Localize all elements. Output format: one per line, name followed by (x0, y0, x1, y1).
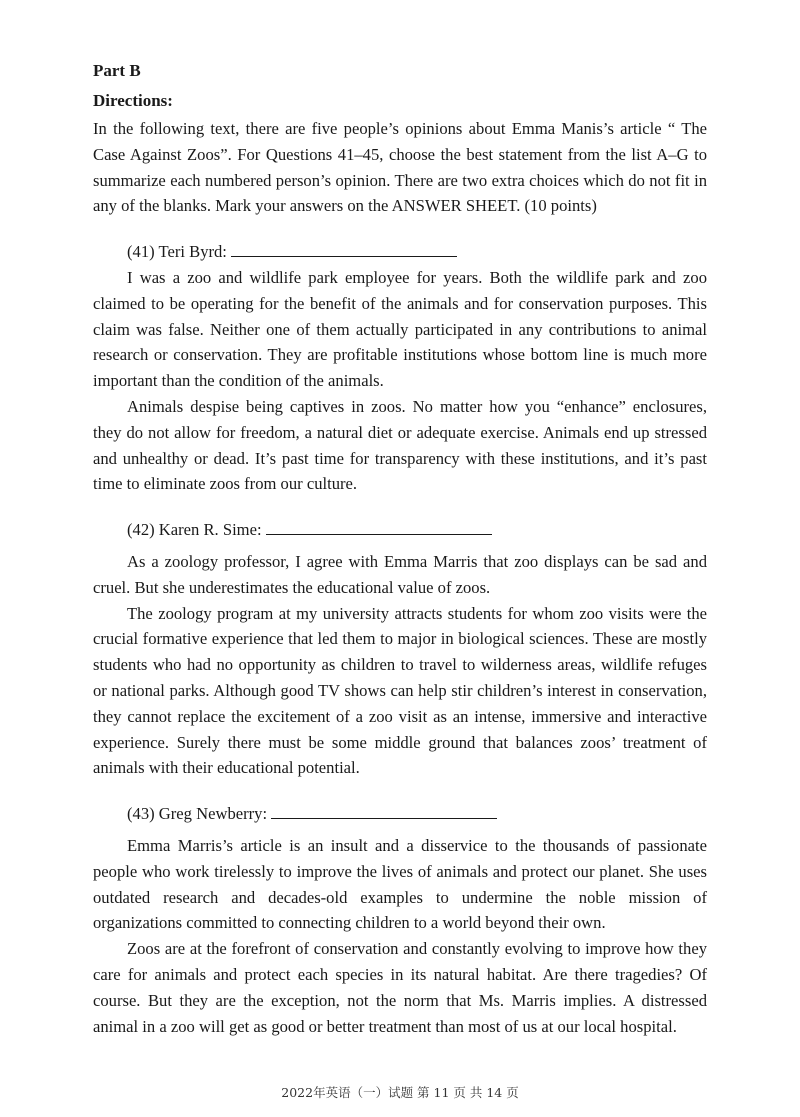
opinion-paragraph: Zoos are at the forefront of conservation and constantly evolving to improve how they care for animals and protect each species in its natural habitat. Are there tragedies? Of course. But they are the exception, not the norm that Ms. Marris implies. A distressed animal in a zoo will get as good or better treatment than most of us at our local hospital. (93, 939, 707, 1036)
page-footer: 2022年英语（一）试题 第 11 页 共 14 页 (281, 1085, 519, 1100)
opinion-paragraph: Emma Marris’s article is an insult and a disservice to the thousands of passionate people who work tirelessly to improve the lives of animals and protect our planet. She uses outdated research and decades-old examples to undermine the noble mission of organizations committed to connecting children to a world beyond their own. (93, 835, 707, 933)
question-42 (93, 517, 707, 543)
answer-blank-43 (271, 801, 497, 819)
answer-blank-41 (231, 239, 457, 257)
part-title: Part B (93, 61, 141, 80)
directions-text: In the following text, there are five people’s opinions about Emma Manis’s article “ The Case Against Zoos”. For Questions 41–45, choose the best statement from the list A–G to summarize each numbered person’s opinion. There are two extra choices which do not fit in any of the blanks. Mark your answers on the ANSWER SHEET. (10 points) (93, 119, 707, 216)
answer-blank-42 (266, 517, 492, 535)
question-43 (93, 801, 707, 827)
question-41 (93, 239, 707, 265)
opinion-paragraph: The zoology program at my university attracts students for whom zoo visits were the crucial formative experience that led them to major in biological sciences. These are mostly students who had no opportunity as children to travel to wilderness areas, wildlife refuges or national parks. Although good TV shows can help stir children’s interest in conservation, they cannot replace the excitement of a zoo visit as an intense, immersive and interactive experience. Surely there must be some middle ground that balances zoos’ treatment of animals with their educational potential. (93, 603, 707, 778)
exam-page (93, 60, 707, 1039)
opinion-paragraph: I was a zoo and wildlife park employee for years. Both the wildlife park and zoo claimed to be operating for the benefit of the animals and for conservation purposes. This claim was false. Neither one of them actually participated in any contributions to animal research or conservation. They are profitable institutions whose bottom line is much more important than the condition of the animals. (93, 267, 707, 391)
opinion-paragraph: Animals despise being captives in zoos. No matter how you “enhance” enclosures, they do not allow for freedom, a natural diet or adequate exercise. Animals end up stressed and unhealthy or dead. It’s past time for transparency with these institutions, and it’s past time to eliminate zoos from our culture. (93, 396, 707, 494)
opinion-paragraph: As a zoology professor, I agree with Emma Marris that zoo displays can be sad and cruel. But she underestimates the educational value of zoos. (93, 551, 707, 597)
question-42-label: (42) Karen R. Sime: (127, 520, 262, 540)
question-41-label: (41) Teri Byrd: (127, 242, 227, 262)
question-43-label: (43) Greg Newberry: (127, 804, 268, 824)
directions-title: Directions: (93, 91, 173, 110)
